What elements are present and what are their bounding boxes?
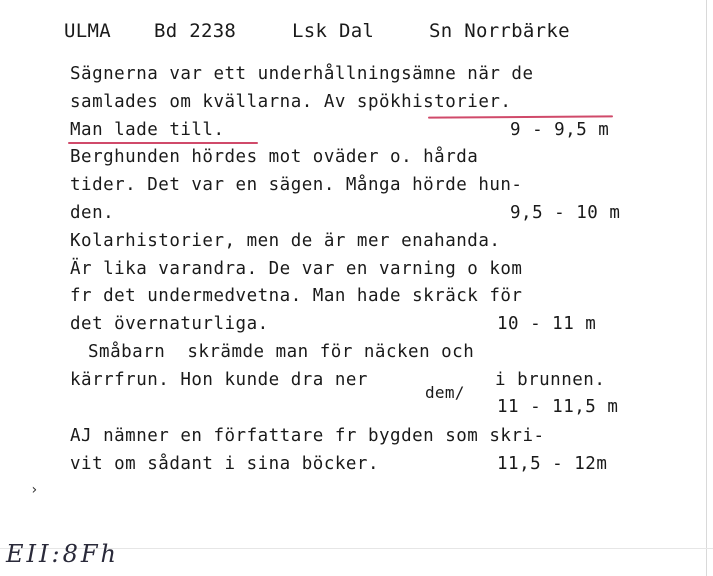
stray-mark: › (30, 482, 39, 498)
text-line-9: fr det undermedvetna. Man hade skräck för (70, 286, 523, 306)
handwritten-insert: dem/ (425, 383, 465, 402)
text-line-7: Kolarhistorier, men de är mer enahanda. (70, 231, 501, 251)
timestamp-3: 10 - 11 m (497, 314, 597, 334)
text-line-6: den. (70, 203, 115, 223)
text-line-10: det övernaturliga. (70, 314, 269, 334)
red-underline-2 (68, 142, 258, 144)
timestamp-4: 11 - 11,5 m (497, 397, 619, 417)
parish-label: Sn Norrbärke (429, 20, 570, 42)
text-line-1: Sägnerna var ett underhållningsämne när de (70, 64, 534, 84)
text-line-14: vit om sådant i sina böcker. (70, 454, 380, 474)
catalog-signature: EII:8Fh (6, 540, 119, 568)
red-underline-1 (428, 115, 613, 118)
text-line-3: Man lade till. (70, 120, 225, 140)
text-line-13: AJ nämner en författare fr bygden som skri- (70, 426, 545, 446)
text-line-2: samlades om kvällarna. Av spökhistorier. (70, 92, 512, 112)
card-edge (706, 0, 707, 576)
text-line-11: Småbarn skrämde man för näcken och (88, 342, 475, 362)
text-line-12-end: i brunnen. (495, 370, 606, 390)
text-line-8: Är lika varandra. De var en varning o kom (70, 259, 523, 279)
timestamp-5: 11,5 - 12m (497, 454, 608, 474)
timestamp-1: 9 - 9,5 m (510, 120, 610, 140)
timestamp-2: 9,5 - 10 m (510, 203, 621, 223)
text-line-12: kärrfrun. Hon kunde dra ner (70, 370, 368, 390)
volume-number: Bd 2238 (154, 20, 237, 42)
text-line-5: tider. Det var en sägen. Många hörde hun- (70, 175, 523, 195)
text-line-4: Berghunden hördes mot oväder o. hårda (70, 147, 479, 167)
archive-code: ULMA (64, 20, 111, 42)
county-label: Lsk Dal (292, 20, 375, 42)
